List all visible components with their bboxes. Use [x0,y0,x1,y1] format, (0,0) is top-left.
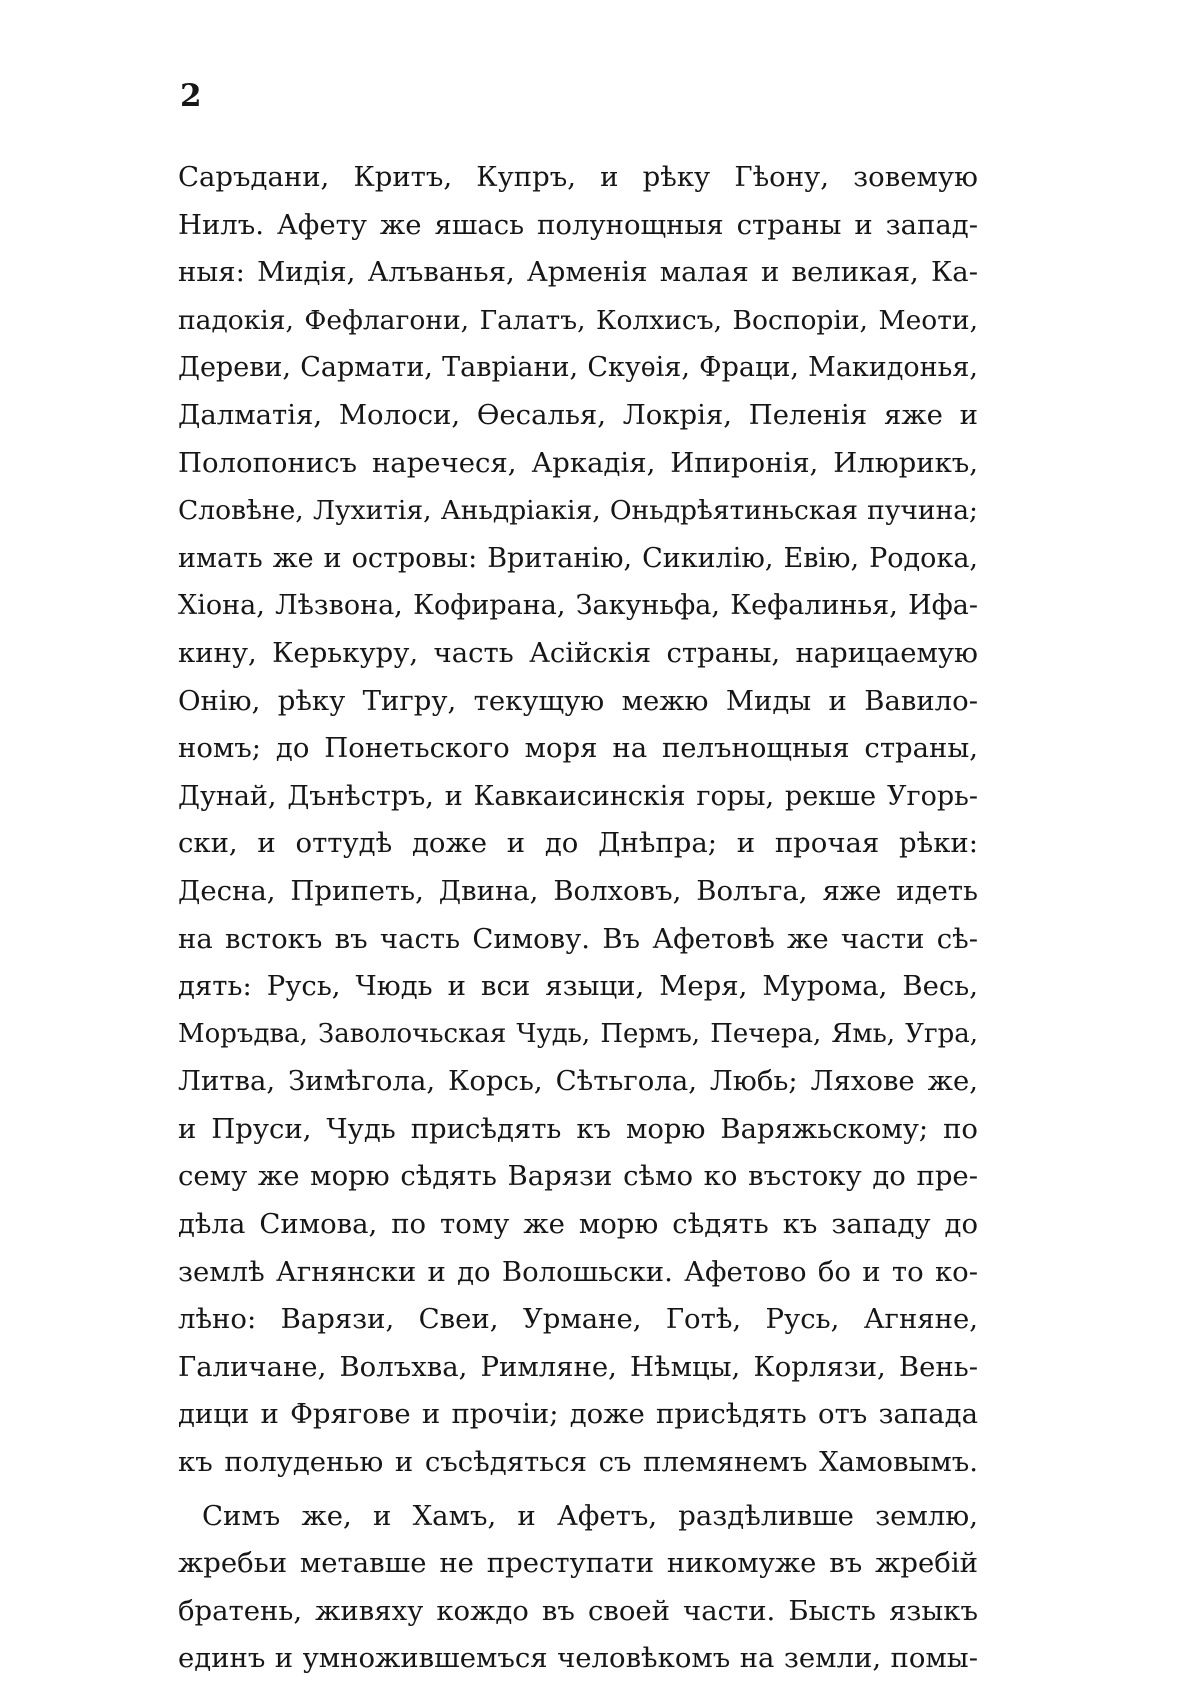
text-line: Полопонисъ наречеся, Аркадія, Ипиронія, Илюрикъ, [178,446,978,479]
text-line: и Пруси, Чудь присѣдять къ морю Варяжьскому; по [178,1112,978,1145]
text-block [178,154,978,1683]
text-line: Далматія, Молоси, Ѳесалья, Локрія, Пеленія яже и [178,398,978,431]
text-line: номъ; до Понетьского моря на пелънощныя страны, [178,732,978,765]
text-line: Дунай, Дънѣстръ, и Кавкаисинскія горы, рекше Угорь- [178,780,978,812]
text-line: землѣ Агнянски и до Волошьски. Афетово бо и то ко- [178,1255,978,1288]
text-line: кину, Керькуру, часть Асійскія страны, нарицаемую [178,636,978,669]
text-line: единъ и умножившемъся человѣкомъ на земли, помы- [178,1642,978,1675]
text-line: Саръдани, Критъ, Купръ, и рѣку Гѣону, зовемую [178,161,978,193]
text-line: имать же и островы: Вританію, Сикилію, Евію, Родока, [178,542,978,574]
text-line: дѣла Симова, по тому же морю сѣдять къ западу до [178,1208,978,1241]
text-line: Литва, Зимѣгола, Корсь, Сѣтьгола, Любь; Ляхове же, [178,1065,978,1098]
text-line: Симъ же, и Хамъ, и Афетъ, раздѣливше землю, [202,1499,978,1532]
text-line: Хіона, Лѣзвона, Кофирана, Закуньфа, Кефалинья, Ифа- [178,590,978,622]
text-line: жребьи метавше не преступати никомуже въ жребій [178,1547,978,1580]
text-line: Моръдва, Заволочьская Чудь, Пермъ, Печера, Ямь, Угра, [178,1018,978,1049]
text-line: ски, и оттудѣ доже и до Днѣпра; и прочая рѣки: [178,827,978,860]
text-line: Галичане, Волъхва, Римляне, Нѣмцы, Корлязи, Вень- [178,1350,978,1383]
text-line: падокія, Фефлагони, Галатъ, Колхисъ, Воспоріи, Меоти, [178,304,978,336]
text-line: сему же морю сѣдять Варязи сѣмо ко въстоку до пре- [178,1160,978,1193]
text-line: ныя: Мидія, Алъванья, Арменія малая и великая, Ка- [178,256,978,289]
text-line: Онію, рѣку Тигру, текущую межю Миды и Вавило- [178,684,978,717]
text-line: братень, живяху кождо въ своей части. Бысть языкъ [178,1594,978,1627]
text-line: на встокъ въ часть Симову. Въ Афетовѣ же части сѣ- [178,922,978,955]
page-number: 2 [180,78,202,114]
text-line: Нилъ. Афету же яшась полунощныя страны и запад- [178,208,978,241]
text-line: лѣно: Варязи, Свеи, Урмане, Готѣ, Русь, Агняне, [178,1303,978,1336]
text-line: дять: Русь, Чюдь и вси языци, Меря, Мурома, Весь, [178,970,978,1003]
paragraph-1 [178,154,978,1487]
text-line: къ полуденью и съсѣдяться съ племянемъ Хамовымъ. [178,1446,978,1479]
text-line: Дереви, Сармати, Тавріани, Скуѳія, Фраци, Макидонья, [178,352,978,384]
text-line: Десна, Припеть, Двина, Волховъ, Волъга, яже идеть [178,874,978,907]
text-line: Словѣне, Лухитія, Аньдріакія, Оньдрѣятиньская пучина; [178,495,978,527]
text-line: дици и Фрягове и прочіи; доже присѣдять отъ запада [178,1398,978,1431]
